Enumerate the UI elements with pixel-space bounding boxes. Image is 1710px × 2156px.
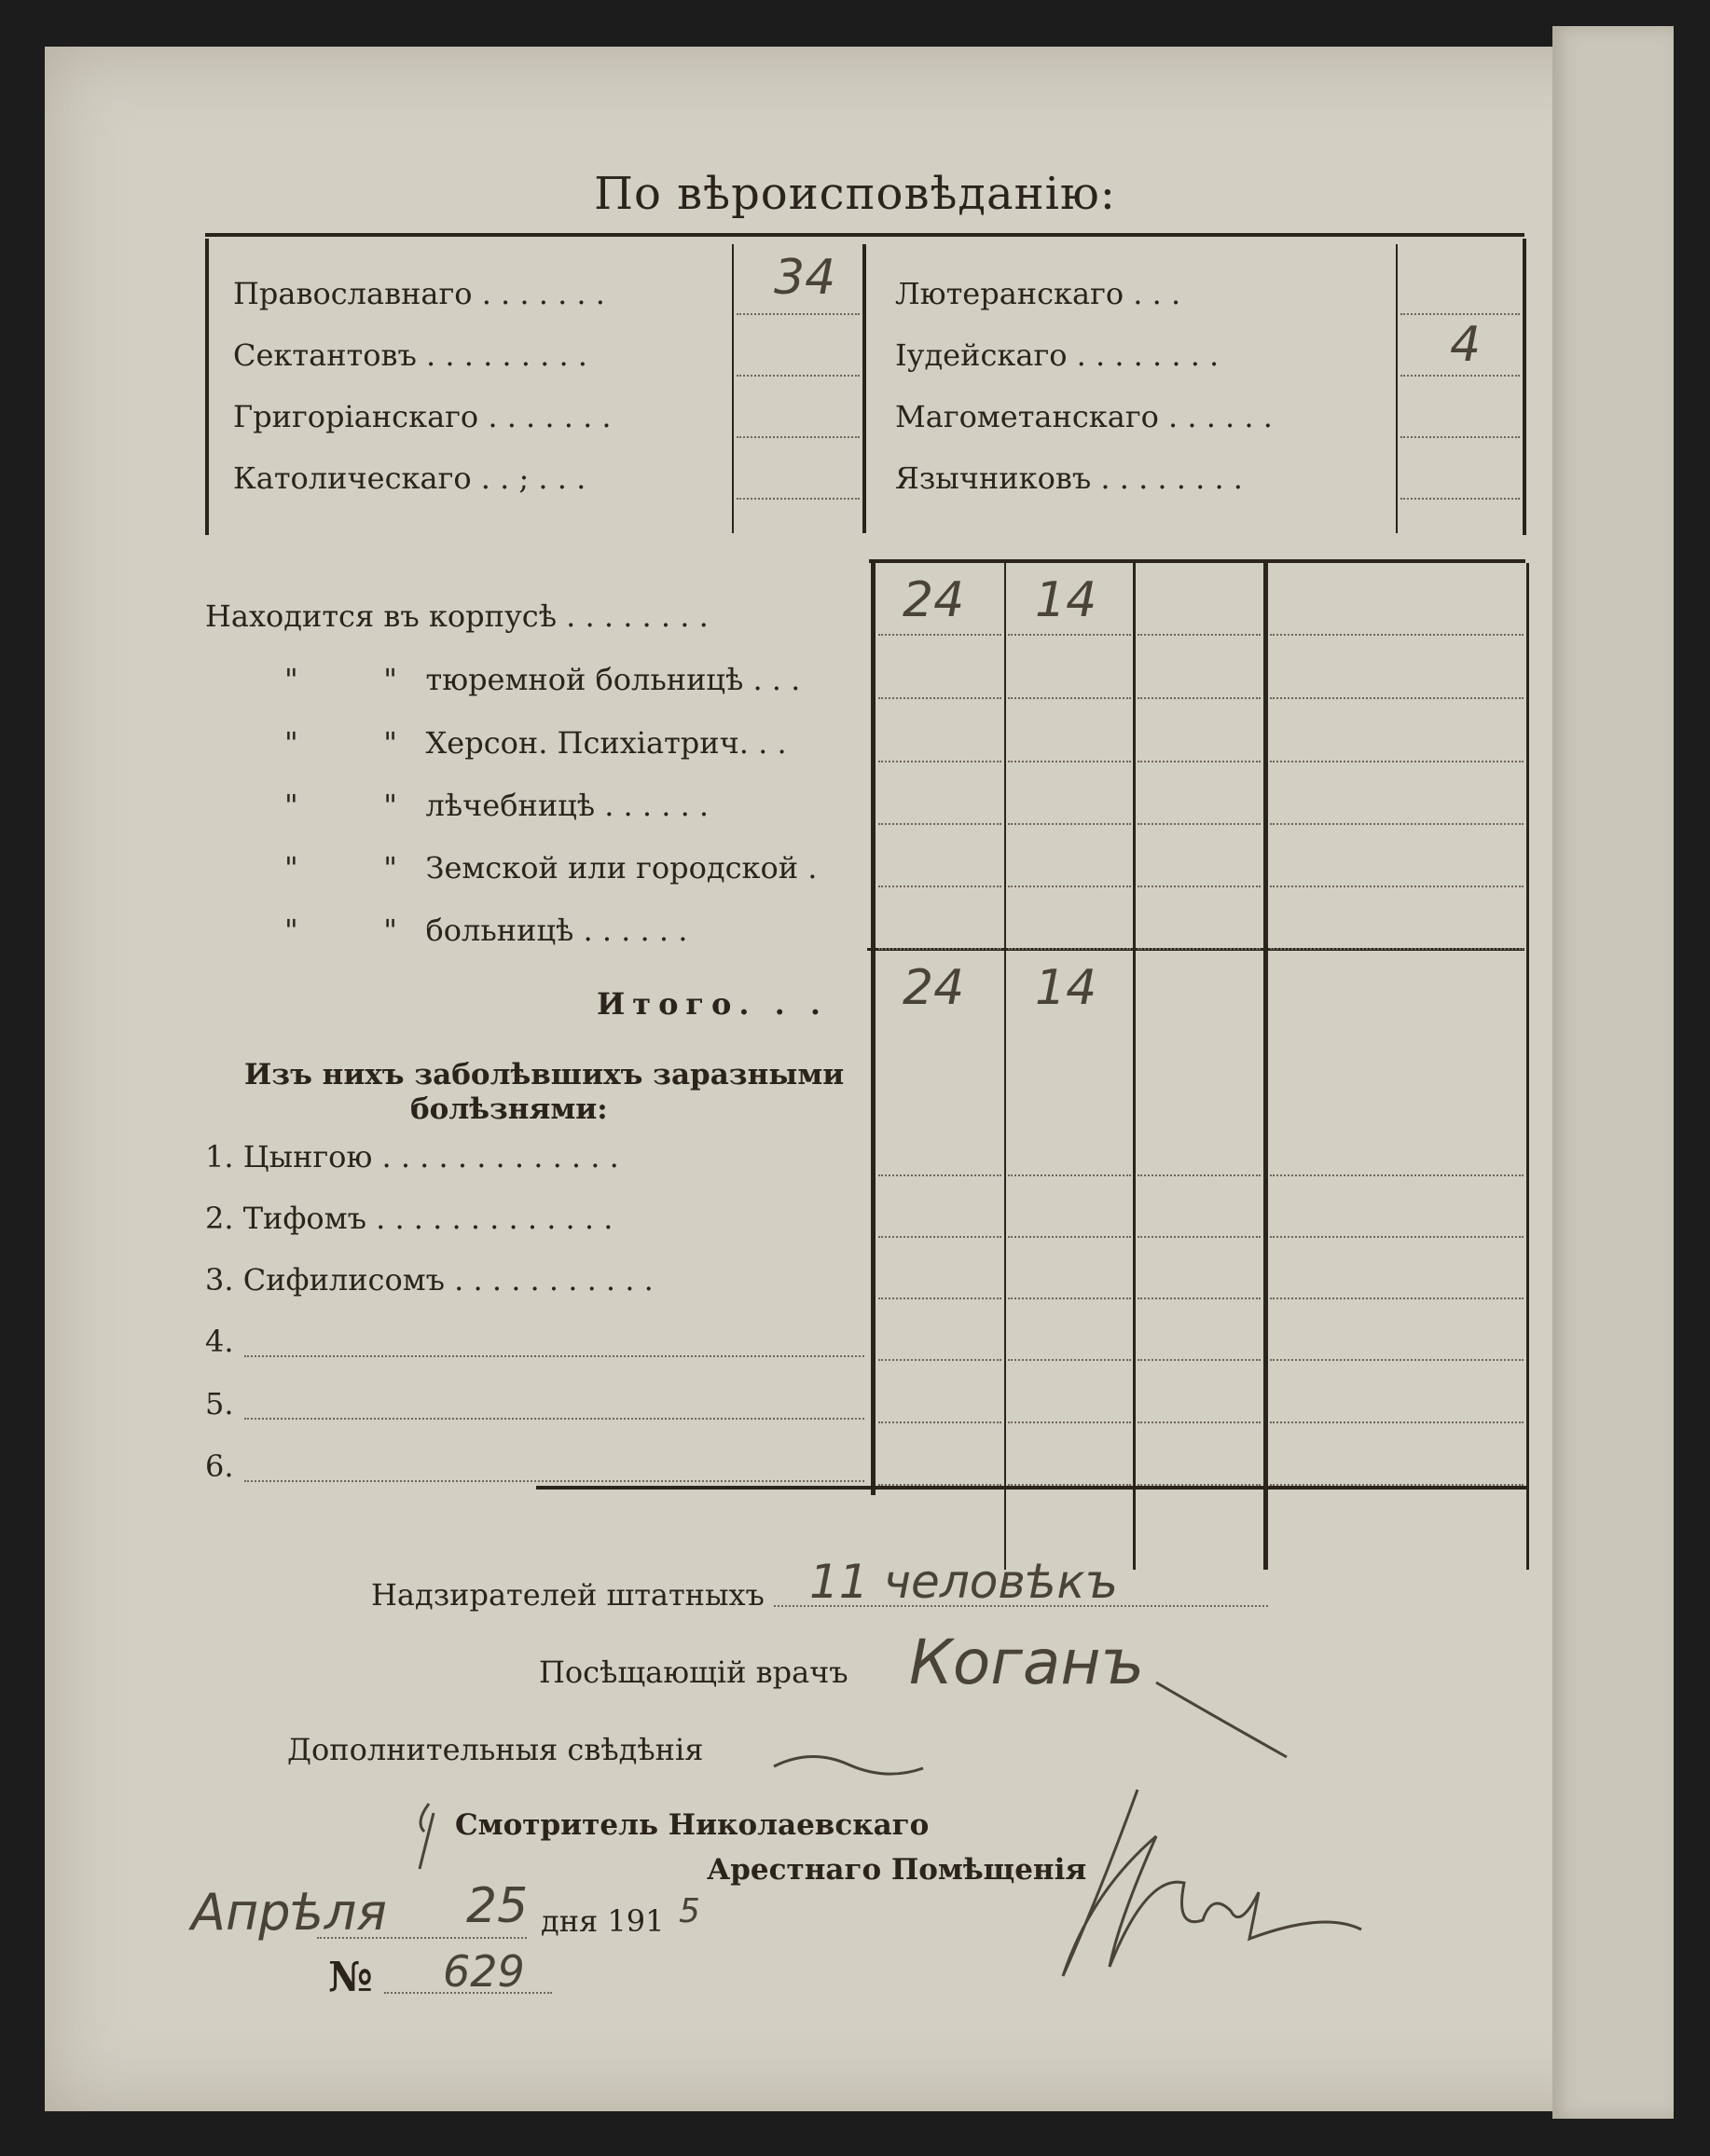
religion-right-label: Лютеранскаго . . . (895, 276, 1181, 311)
religion-right-value: 4 (1450, 317, 1482, 373)
disease-cell-line (878, 1359, 1001, 1361)
disease-cell-line (1138, 1359, 1261, 1361)
superintendent-margin-mark (410, 1794, 466, 1878)
disease-cell-line (1008, 1236, 1131, 1238)
disease-cell-line (1270, 1421, 1524, 1423)
disease-row-label: 2. Тифомъ . . . . . . . . . . . . . (205, 1201, 614, 1236)
location-cell-line (1138, 761, 1261, 762)
religion-right-value-line (1400, 375, 1520, 377)
location-col-rule-2 (1004, 563, 1006, 1570)
disease-cell-line (1008, 1174, 1131, 1176)
disease-row-label: 5. (205, 1386, 234, 1421)
disease-cell-line (1270, 1484, 1524, 1486)
wardens-label: Надзирателей штатныхъ (371, 1577, 765, 1613)
religion-table-right-rule (1523, 239, 1526, 535)
religion-right-value-line (1400, 498, 1520, 500)
location-cell-line (1270, 634, 1524, 636)
location-col1-value: 24 (903, 572, 965, 628)
location-cell-line (1008, 761, 1131, 762)
date-month: Апрѣля (191, 1883, 387, 1942)
disease-row-line (244, 1418, 864, 1420)
doctor-signature-flourish (1156, 1678, 1296, 1762)
paper-fold-edge (1552, 26, 1674, 2119)
disease-cell-line (878, 1421, 1001, 1423)
disease-cell-line (1008, 1484, 1131, 1486)
table-bottom-rule (536, 1486, 1526, 1490)
religion-left-value-line (737, 375, 860, 377)
location-row-label: " " Земской или городской . (284, 850, 818, 886)
number-value: 629 (443, 1946, 525, 1997)
disease-cell-line (1270, 1174, 1524, 1176)
additional-info-label: Дополнительныя свѣдѣнія (287, 1732, 704, 1767)
location-cell-line (878, 886, 1001, 887)
location-cell-line (878, 948, 1001, 950)
diseases-heading-line2: болѣзнями: (410, 1092, 608, 1126)
religion-left-label: Сектантовъ . . . . . . . . . (233, 337, 587, 373)
religion-table-left-rule (205, 239, 209, 535)
location-row-label: Находится въ корпусѣ . . . . . . . . (205, 598, 709, 634)
location-cell-line (1138, 948, 1261, 950)
location-cell-line (878, 761, 1001, 762)
disease-cell-line (1008, 1359, 1131, 1361)
doctor-signature: Коганъ (909, 1627, 1145, 1698)
location-cell-line (1138, 886, 1261, 887)
disease-cell-line (1138, 1174, 1261, 1176)
location-col-rule-4 (1263, 563, 1268, 1570)
disease-cell-line (1270, 1298, 1524, 1299)
disease-row-label: 6. (205, 1449, 234, 1484)
location-cell-line (1008, 634, 1131, 636)
disease-cell-line (1138, 1421, 1261, 1423)
location-cell-line (1138, 697, 1261, 699)
location-cell-line (1138, 634, 1261, 636)
disease-cell-line (878, 1236, 1001, 1238)
location-cell-line (1270, 697, 1524, 699)
disease-cell-line (1008, 1421, 1131, 1423)
location-cell-line (1270, 886, 1524, 887)
location-cell-line (1008, 823, 1131, 825)
total-col1-value: 24 (903, 960, 965, 1016)
religion-left-value-line (737, 313, 860, 315)
location-cell-line (1008, 948, 1131, 950)
date-dotted-line (317, 1937, 527, 1939)
location-table-top-rule (869, 559, 1525, 563)
disease-cell-line (878, 1484, 1001, 1486)
religion-col-rule-3 (1396, 244, 1398, 533)
disease-cell-line (878, 1298, 1001, 1299)
location-row-label: " " Херсон. Психіатрич. . . (284, 725, 787, 761)
disease-cell-line (878, 1174, 1001, 1176)
religion-right-value-line (1400, 436, 1520, 438)
diseases-heading-line1: Изъ нихъ заболѣвшихъ заразными (244, 1058, 845, 1092)
religion-left-value: 34 (774, 250, 836, 306)
disease-row-label: 3. Сифилисомъ . . . . . . . . . . . (205, 1262, 654, 1298)
religion-right-label: Магометанскаго . . . . . . (895, 399, 1273, 434)
location-cell-line (1270, 823, 1524, 825)
disease-cell-line (1138, 1236, 1261, 1238)
location-cell-line (1138, 823, 1261, 825)
date-year-suffix: 5 (679, 1892, 700, 1930)
religion-table-top-rule (205, 233, 1524, 237)
disease-row-line (244, 1355, 864, 1357)
disease-cell-line (1270, 1359, 1524, 1361)
location-cell-line (1270, 948, 1524, 950)
location-cell-line (878, 697, 1001, 699)
additional-info-dash (774, 1748, 923, 1785)
location-cell-line (1008, 697, 1131, 699)
total-label: Итого. . . (597, 986, 829, 1022)
disease-cell-line (1138, 1298, 1261, 1299)
location-row-label: " " лѣчебницѣ . . . . . . (284, 788, 710, 823)
disease-cell-line (1270, 1236, 1524, 1238)
location-col2-value: 14 (1035, 572, 1097, 628)
date-text: дня 191 (541, 1903, 665, 1939)
religion-right-label: Язычниковъ . . . . . . . . (895, 460, 1243, 496)
religion-col-rule-1 (732, 244, 734, 533)
location-col-rule-3 (1133, 563, 1136, 1570)
superintendent-signature (1044, 1780, 1380, 2013)
religion-left-label: Григоріанскаго . . . . . . . (233, 399, 612, 434)
disease-row-line (244, 1480, 864, 1482)
disease-cell-line (1138, 1484, 1261, 1486)
doctor-label: Посѣщающій врачъ (539, 1655, 848, 1690)
wardens-value: 11 человѣкъ (809, 1555, 1118, 1609)
location-row-label: " " тюремной больницѣ . . . (284, 662, 801, 697)
disease-cell-line (1008, 1298, 1131, 1299)
religion-left-value-line (737, 498, 860, 500)
religion-right-value-line (1400, 313, 1520, 315)
religion-left-value-line (737, 436, 860, 438)
disease-row-label: 4. (205, 1324, 234, 1359)
page-title: По вѣроисповѣданію: (594, 168, 1116, 220)
superintendent-line1: Смотритель Николаевскаго (455, 1808, 930, 1842)
date-day: 25 (466, 1878, 529, 1934)
location-cell-line (1270, 761, 1524, 762)
location-col-rule-5 (1526, 563, 1529, 1570)
religion-left-label: Католическаго . . ; . . . (233, 460, 586, 496)
location-cell-line (878, 823, 1001, 825)
location-cell-line (1008, 886, 1131, 887)
total-col2-value: 14 (1035, 960, 1097, 1016)
religion-col-rule-2 (862, 244, 866, 533)
disease-row-label: 1. Цынгою . . . . . . . . . . . . . (205, 1139, 619, 1174)
location-cell-line (878, 634, 1001, 636)
number-label: № (328, 1954, 373, 2001)
superintendent-line2: Арестнаго Помѣщенія (707, 1853, 1087, 1887)
location-col-rule-1 (871, 563, 876, 1495)
religion-left-label: Православнаго . . . . . . . (233, 276, 605, 311)
religion-right-label: Іудейскаго . . . . . . . . (895, 337, 1220, 373)
location-row-label: " " больницѣ . . . . . . (284, 913, 688, 948)
